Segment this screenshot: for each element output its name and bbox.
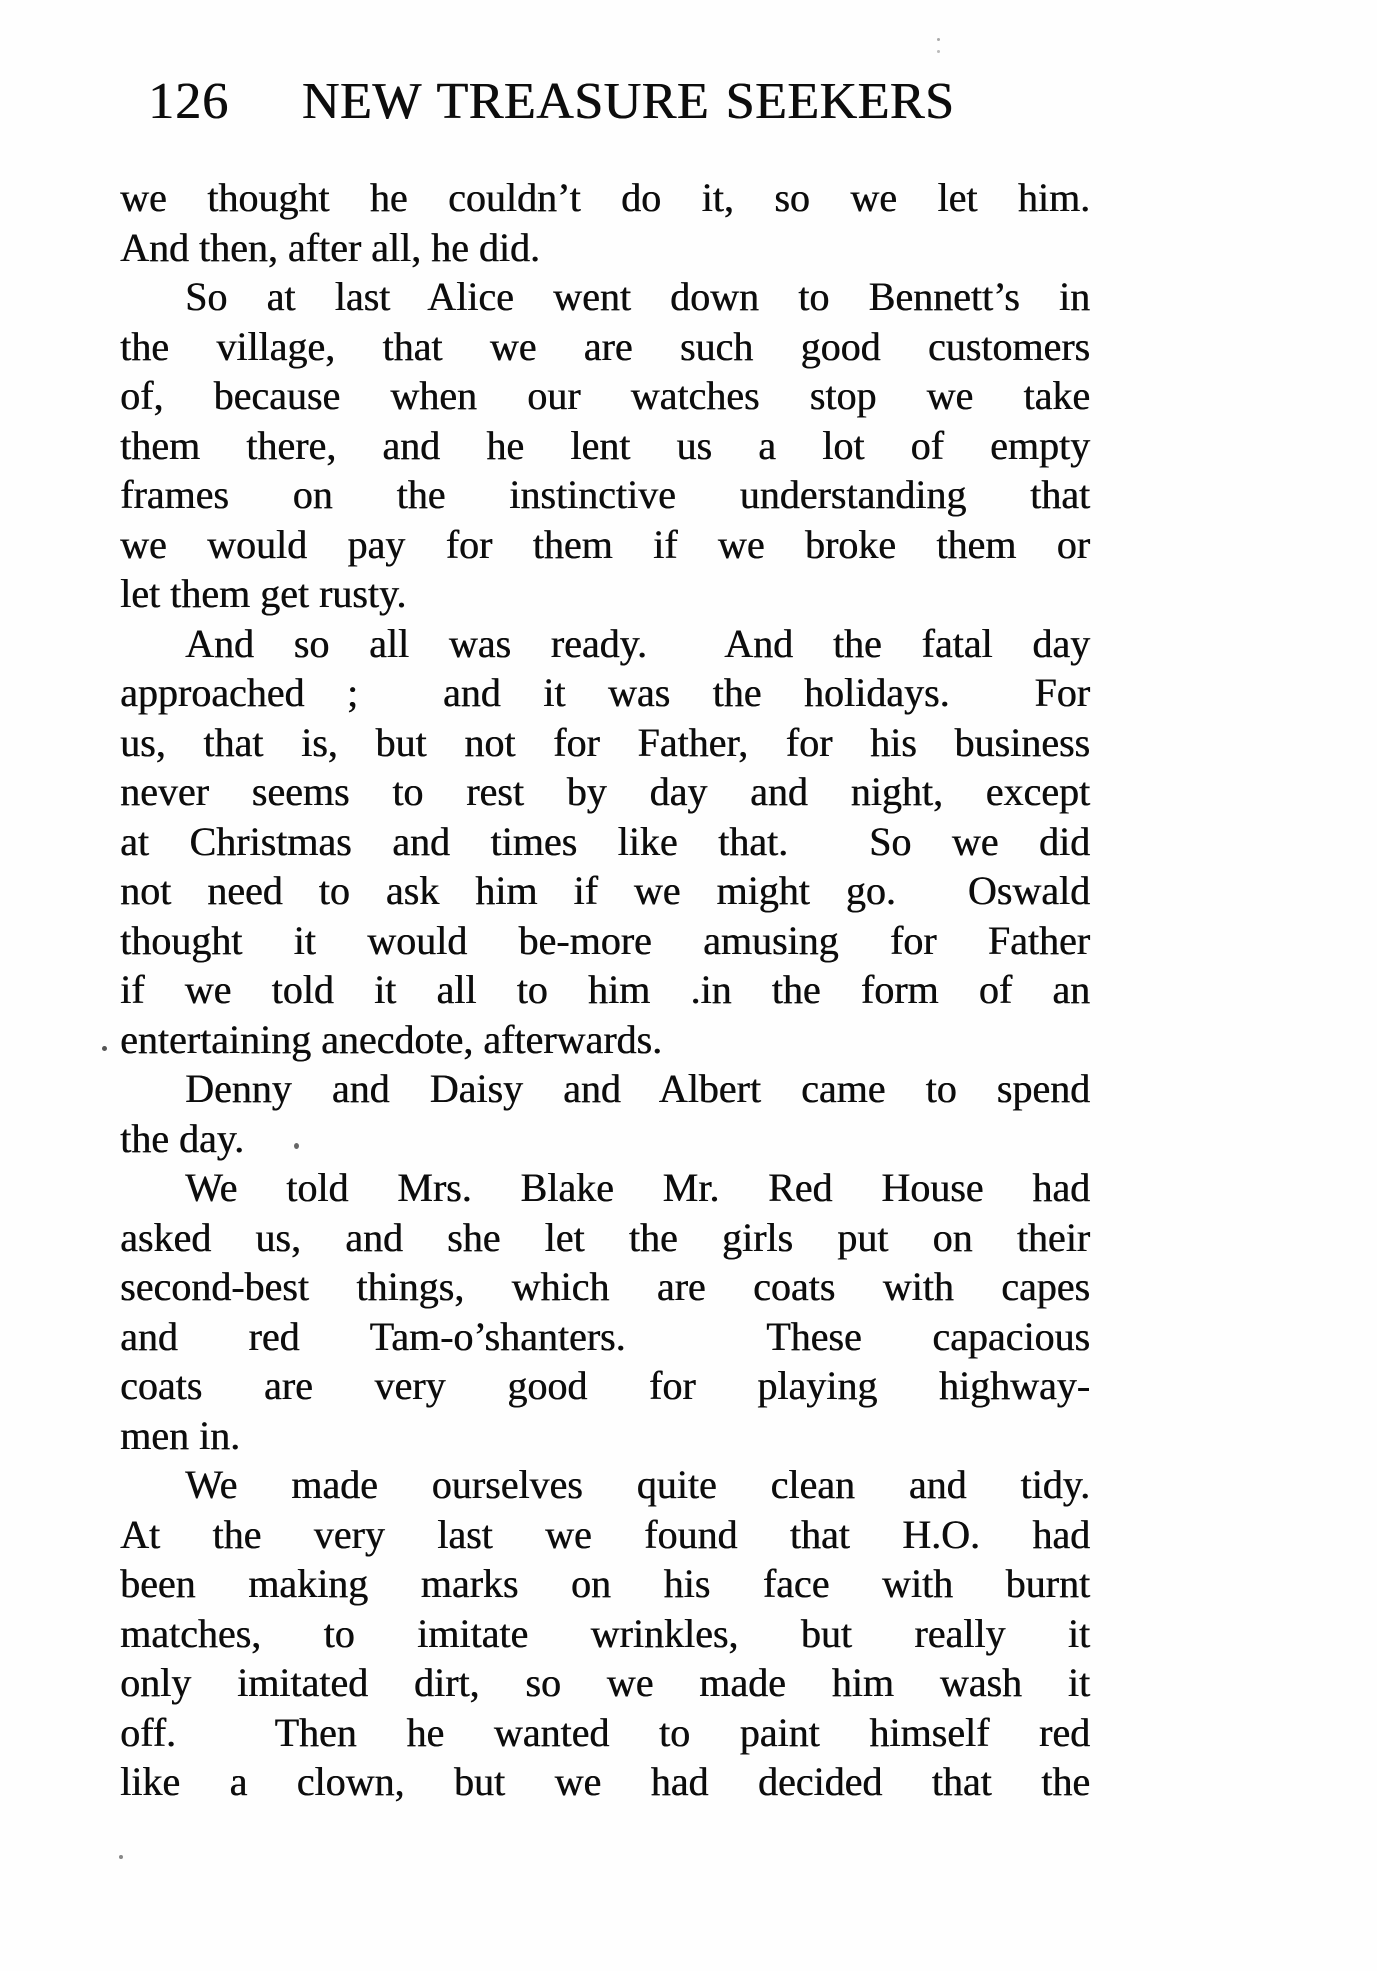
text-line: coats are very good for playing highway- bbox=[120, 1363, 1090, 1408]
text-line: We made ourselves quite clean and tidy. bbox=[185, 1462, 1090, 1507]
text-line: at Christmas and times like that. So we did bbox=[120, 818, 1090, 864]
text-line: if we told it all to him .in the form of an bbox=[120, 967, 1090, 1012]
text-line: second-best things, which are coats with capes bbox=[120, 1264, 1090, 1309]
scan-speck bbox=[937, 50, 940, 53]
text-line: entertaining anecdote, afterwards. bbox=[120, 1016, 662, 1062]
text-line: never seems to rest by day and night, except bbox=[120, 769, 1090, 814]
text-line: So at last Alice went down to Bennett’s in bbox=[185, 274, 1090, 319]
text-line: frames on the instinctive understanding that bbox=[120, 472, 1090, 517]
text-line: like a clown, but we had decided that the bbox=[120, 1759, 1090, 1804]
text-line: not need to ask him if we might go. Oswald bbox=[120, 868, 1090, 913]
text-line: let them get rusty. bbox=[120, 571, 407, 616]
text-line: we thought he couldn’t do it, so we let him. bbox=[120, 175, 1090, 220]
text-line: approached ; and it was the holidays. For bbox=[120, 670, 1090, 715]
scan-speck bbox=[102, 1046, 107, 1051]
text-line: asked us, and she let the girls put on their bbox=[120, 1214, 1090, 1260]
chapter-header-title: NEW TREASURE SEEKERS bbox=[301, 73, 955, 130]
text-line: Denny and Daisy and Albert came to spend bbox=[185, 1066, 1090, 1111]
text-line: the village, that we are such good customers bbox=[120, 323, 1090, 369]
text-line: matches, to imitate wrinkles, but really it bbox=[120, 1610, 1090, 1656]
text-line: of, because when our watches stop we take bbox=[120, 373, 1090, 418]
text-line: been making marks on his face with burnt bbox=[120, 1561, 1090, 1606]
text-line: the day. bbox=[120, 1115, 245, 1161]
body-text bbox=[120, 173, 1090, 1807]
text-line: thought it would be-more amusing for Father bbox=[120, 917, 1090, 963]
text-line: We told Mrs. Blake Mr. Red House had bbox=[185, 1165, 1090, 1210]
scan-speck bbox=[119, 1855, 123, 1859]
text-line: us, that is, but not for Father, for his business bbox=[120, 719, 1090, 765]
text-line: And then, after all, he did. bbox=[120, 224, 540, 270]
text-line: and red Tam-o’shanters. These capacious bbox=[120, 1313, 1090, 1359]
scan-speck bbox=[294, 1143, 299, 1149]
text-line: only imitated dirt, so we made him wash it bbox=[120, 1660, 1090, 1705]
text-line: At the very last we found that H.O. had bbox=[120, 1511, 1090, 1557]
text-line: them there, and he lent us a lot of empty bbox=[120, 422, 1090, 468]
text-line: And so all was ready. And the fatal day bbox=[185, 620, 1090, 666]
text-line: we would pay for them if we broke them or bbox=[120, 521, 1090, 567]
page-number: 126 bbox=[148, 73, 229, 130]
text-line: men in. bbox=[120, 1412, 240, 1458]
scan-speck bbox=[937, 38, 940, 41]
running-head bbox=[0, 73, 1377, 136]
text-line: off. Then he wanted to paint himself red bbox=[120, 1709, 1090, 1755]
